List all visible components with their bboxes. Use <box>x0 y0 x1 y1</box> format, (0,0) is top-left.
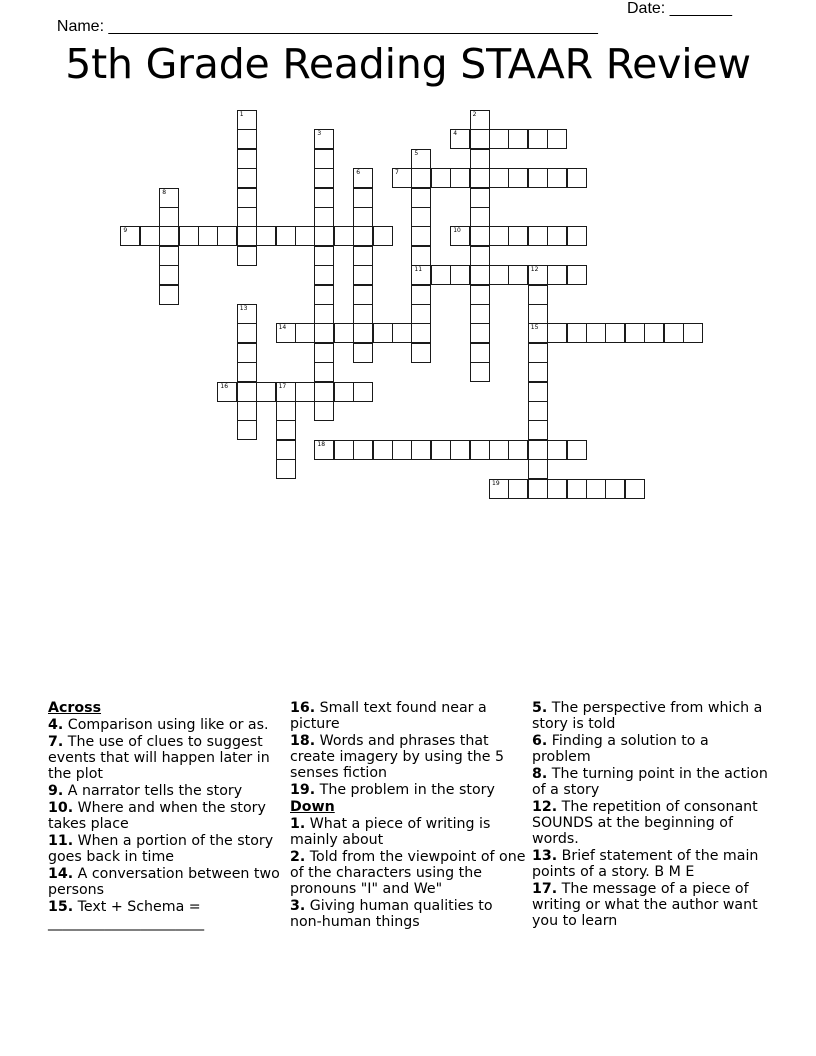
clue-number: 8 <box>162 188 167 196</box>
clue-number: 5 <box>414 149 419 157</box>
crossword-cell[interactable] <box>547 323 567 343</box>
crossword-cell[interactable] <box>353 265 373 285</box>
crossword-cell[interactable] <box>508 479 528 499</box>
crossword-cell[interactable] <box>353 304 373 324</box>
crossword-cell[interactable] <box>489 265 509 285</box>
crossword-cell[interactable] <box>198 226 218 246</box>
clue-across-7: 7. The use of clues to suggest events that will happen later in the plot <box>48 734 270 782</box>
crossword-cell[interactable] <box>683 323 703 343</box>
clue-across-9: 9. A narrator tells the story <box>48 783 243 799</box>
crossword-cell[interactable] <box>353 168 373 188</box>
crossword-cell[interactable] <box>411 440 431 460</box>
crossword-cell[interactable] <box>256 382 276 402</box>
crossword-cell[interactable] <box>237 246 257 266</box>
crossword-cell[interactable] <box>411 149 431 169</box>
crossword-cell[interactable] <box>470 343 490 363</box>
crossword-cell[interactable] <box>586 479 606 499</box>
crossword-cell[interactable] <box>237 168 257 188</box>
crossword-cell[interactable] <box>528 285 548 305</box>
crossword-cell[interactable] <box>567 440 587 460</box>
crossword-cell[interactable] <box>314 207 334 227</box>
crossword-cell[interactable] <box>353 246 373 266</box>
crossword-cell[interactable] <box>431 440 451 460</box>
clue-down-3: 3. Giving human qualities to non-human things <box>290 898 493 930</box>
crossword-cell[interactable] <box>373 323 393 343</box>
crossword-cell[interactable] <box>314 188 334 208</box>
date-field-label: Date: _______ <box>627 0 732 17</box>
crossword-cell[interactable] <box>508 168 528 188</box>
crossword-cell[interactable] <box>470 129 490 149</box>
crossword-cell[interactable] <box>625 479 645 499</box>
clue-down-13: 13. Brief statement of the main points of a story. B M E <box>532 848 759 880</box>
crossword-cell[interactable] <box>237 110 257 130</box>
crossword-cell[interactable] <box>567 323 587 343</box>
crossword-cell[interactable] <box>411 246 431 266</box>
crossword-cell[interactable] <box>373 440 393 460</box>
crossword-cell[interactable] <box>411 188 431 208</box>
crossword-cell[interactable] <box>159 207 179 227</box>
crossword-cell[interactable] <box>470 285 490 305</box>
crossword-cell[interactable] <box>237 226 257 246</box>
crossword-cell[interactable] <box>392 440 412 460</box>
crossword-cell[interactable] <box>140 226 160 246</box>
crossword-cell[interactable] <box>528 168 548 188</box>
crossword-cell[interactable] <box>353 343 373 363</box>
crossword-cell[interactable] <box>528 304 548 324</box>
crossword-cell[interactable] <box>237 149 257 169</box>
crossword-cell[interactable] <box>276 401 296 421</box>
crossword-cell[interactable] <box>431 265 451 285</box>
crossword-cell[interactable] <box>470 440 490 460</box>
crossword-cell[interactable] <box>644 323 664 343</box>
crossword-cell[interactable] <box>567 479 587 499</box>
crossword-cell[interactable] <box>159 246 179 266</box>
clue-number: 4 <box>453 130 458 138</box>
clue-across-19: 19. The problem in the story <box>290 782 495 798</box>
clue-down-8: 8. The turning point in the action of a story <box>532 766 768 798</box>
crossword-cell[interactable] <box>411 207 431 227</box>
crossword-cell[interactable] <box>276 226 296 246</box>
clue-column-3 <box>532 700 768 930</box>
crossword-cell[interactable] <box>217 382 237 402</box>
crossword-cell[interactable] <box>334 382 354 402</box>
crossword-cell[interactable] <box>489 168 509 188</box>
crossword-cell[interactable] <box>528 382 548 402</box>
crossword-cell[interactable] <box>411 304 431 324</box>
crossword-cell[interactable] <box>508 440 528 460</box>
crossword-cell[interactable] <box>159 188 179 208</box>
crossword-cell[interactable] <box>334 323 354 343</box>
crossword-cell[interactable] <box>411 265 431 285</box>
crossword-cell[interactable] <box>625 323 645 343</box>
crossword-cell[interactable] <box>528 479 548 499</box>
crossword-cell[interactable] <box>392 168 412 188</box>
crossword-cell[interactable] <box>295 323 315 343</box>
crossword-cell[interactable] <box>295 382 315 402</box>
clue-across-11: 11. When a portion of the story goes back in time <box>48 833 274 865</box>
crossword-cell[interactable] <box>508 265 528 285</box>
crossword-cell[interactable] <box>353 323 373 343</box>
clue-across-10: 10. Where and when the story takes place <box>48 800 266 832</box>
crossword-cell[interactable] <box>353 226 373 246</box>
crossword-cell[interactable] <box>256 226 276 246</box>
crossword-cell[interactable] <box>276 382 296 402</box>
crossword-cell[interactable] <box>470 246 490 266</box>
clue-number: 12 <box>530 266 539 274</box>
crossword-cell[interactable] <box>450 168 470 188</box>
crossword-cell[interactable] <box>528 420 548 440</box>
crossword-cell[interactable] <box>567 265 587 285</box>
crossword-cell[interactable] <box>470 149 490 169</box>
crossword-cell[interactable] <box>373 226 393 246</box>
clue-down-1: 1. What a piece of writing is mainly about <box>290 816 491 848</box>
crossword-cell[interactable] <box>547 265 567 285</box>
crossword-cell[interactable] <box>276 440 296 460</box>
crossword-cell[interactable] <box>314 362 334 382</box>
clue-number: 19 <box>492 479 500 487</box>
clue-number: 15 <box>530 324 539 332</box>
crossword-grid <box>0 0 816 520</box>
crossword-cell[interactable] <box>237 401 257 421</box>
crossword-cell[interactable] <box>411 323 431 343</box>
clue-down-2: 2. Told from the viewpoint of one of the characters using the pronouns "I" and We" <box>290 849 526 897</box>
clue-number: 11 <box>414 266 423 274</box>
crossword-cell[interactable] <box>314 440 334 460</box>
crossword-cell[interactable] <box>450 129 470 149</box>
crossword-cell[interactable] <box>450 265 470 285</box>
crossword-cell[interactable] <box>276 420 296 440</box>
crossword-cell[interactable] <box>489 479 509 499</box>
clue-number: 16 <box>220 382 229 390</box>
crossword-cell[interactable] <box>470 265 490 285</box>
crossword-cell[interactable] <box>528 362 548 382</box>
down-heading: Down <box>290 799 335 815</box>
crossword-cell[interactable] <box>276 459 296 479</box>
crossword-cell[interactable] <box>353 440 373 460</box>
crossword-cell[interactable] <box>547 129 567 149</box>
crossword-cell[interactable] <box>470 323 490 343</box>
crossword-cell[interactable] <box>528 129 548 149</box>
clue-down-17: 17. The message of a piece of writing or what the author want you to learn <box>532 881 758 929</box>
clue-number: 13 <box>239 305 248 312</box>
clue-number: 6 <box>356 169 361 177</box>
crossword-cell[interactable] <box>237 382 257 402</box>
crossword-cell[interactable] <box>411 285 431 305</box>
crossword-cell[interactable] <box>470 304 490 324</box>
crossword-cell[interactable] <box>159 226 179 246</box>
crossword-cell[interactable] <box>470 188 490 208</box>
crossword-cell[interactable] <box>528 401 548 421</box>
crossword-cell[interactable] <box>237 420 257 440</box>
crossword-cell[interactable] <box>179 226 199 246</box>
crossword-cell[interactable] <box>314 246 334 266</box>
crossword-cell[interactable] <box>314 304 334 324</box>
clue-column-1 <box>48 700 284 932</box>
page-title: 5th Grade Reading STAAR Review <box>65 40 751 88</box>
crossword-cell[interactable] <box>237 304 257 324</box>
crossword-cell[interactable] <box>159 285 179 305</box>
crossword-cell[interactable] <box>314 149 334 169</box>
clue-column-2 <box>290 700 526 931</box>
clue-number: 2 <box>472 111 477 118</box>
crossword-cell[interactable] <box>528 226 548 246</box>
crossword-cell[interactable] <box>547 440 567 460</box>
crossword-cell[interactable] <box>314 265 334 285</box>
crossword-cell[interactable] <box>528 440 548 460</box>
clue-down-5: 5. The perspective from which a story is told <box>532 700 763 732</box>
clue-number: 18 <box>317 440 326 448</box>
crossword-cell[interactable] <box>450 226 470 246</box>
crossword-cell[interactable] <box>547 226 567 246</box>
crossword-cell[interactable] <box>489 129 509 149</box>
crossword-cell[interactable] <box>489 440 509 460</box>
crossword-cell[interactable] <box>237 207 257 227</box>
crossword-cell[interactable] <box>547 479 567 499</box>
crossword-cell[interactable] <box>470 362 490 382</box>
crossword-cell[interactable] <box>664 323 684 343</box>
clue-number: 9 <box>123 227 128 235</box>
crossword-cell[interactable] <box>567 168 587 188</box>
crossword-cell[interactable] <box>295 226 315 246</box>
crossword-cell[interactable] <box>489 226 509 246</box>
crossword-cell[interactable] <box>528 265 548 285</box>
clue-across-4: 4. Comparison using like or as. <box>48 717 269 733</box>
clue-down-6: 6. Finding a solution to a problem <box>532 733 709 765</box>
crossword-cell[interactable] <box>353 382 373 402</box>
clue-number: 17 <box>278 382 287 390</box>
crossword-cell[interactable] <box>528 323 548 343</box>
crossword-cell[interactable] <box>237 129 257 149</box>
crossword-cell[interactable] <box>314 168 334 188</box>
crossword-cell[interactable] <box>159 265 179 285</box>
crossword-cell[interactable] <box>411 226 431 246</box>
crossword-cell[interactable] <box>470 207 490 227</box>
crossword-cell[interactable] <box>470 110 490 130</box>
crossword-cell[interactable] <box>314 343 334 363</box>
crossword-cell[interactable] <box>392 323 412 343</box>
crossword-cell[interactable] <box>237 188 257 208</box>
crossword-cell[interactable] <box>508 226 528 246</box>
crossword-cell[interactable] <box>237 323 257 343</box>
crossword-cell[interactable] <box>334 226 354 246</box>
clue-number: 14 <box>278 324 287 332</box>
across-heading: Across <box>48 700 102 716</box>
crossword-cell[interactable] <box>411 343 431 363</box>
crossword-cell[interactable] <box>470 226 490 246</box>
crossword-cell[interactable] <box>314 401 334 421</box>
crossword-cell[interactable] <box>605 479 625 499</box>
crossword-cell[interactable] <box>120 226 140 246</box>
clue-across-15: 15. Text + Schema = ______________________ <box>48 899 205 931</box>
clue-number: 7 <box>395 169 399 177</box>
clue-number: 1 <box>239 111 244 118</box>
clue-across-14: 14. A conversation between two persons <box>48 866 280 898</box>
crossword-cell[interactable] <box>508 129 528 149</box>
crossword-cell[interactable] <box>353 285 373 305</box>
name-field-label: Name: _______________________________________________________ <box>56 18 598 35</box>
crossword-cell[interactable] <box>334 440 354 460</box>
crossword-cell[interactable] <box>528 459 548 479</box>
clue-number: 3 <box>317 130 322 138</box>
clue-down-12: 12. The repetition of consonant SOUNDS at the beginning of words. <box>532 799 758 847</box>
crossword-cell[interactable] <box>237 343 257 363</box>
crossword-cell[interactable] <box>314 382 334 402</box>
crossword-cell[interactable] <box>314 285 334 305</box>
clue-across-16: 16. Small text found near a picture <box>290 700 487 732</box>
crossword-cell[interactable] <box>450 440 470 460</box>
crossword-cell[interactable] <box>314 129 334 149</box>
crossword-cell[interactable] <box>314 226 334 246</box>
clue-number: 10 <box>453 227 461 235</box>
crossword-cell[interactable] <box>586 323 606 343</box>
clue-across-18: 18. Words and phrases that create imagery by using the 5 senses fiction <box>290 733 505 781</box>
crossword-cell[interactable] <box>276 323 296 343</box>
crossword-cell[interactable] <box>547 168 567 188</box>
crossword-cell[interactable] <box>314 323 334 343</box>
crossword-cell[interactable] <box>237 362 257 382</box>
crossword-cell[interactable] <box>470 168 490 188</box>
crossword-cell[interactable] <box>567 226 587 246</box>
crossword-cell[interactable] <box>431 168 451 188</box>
crossword-cell[interactable] <box>217 226 237 246</box>
crossword-cell[interactable] <box>353 188 373 208</box>
crossword-cell[interactable] <box>411 168 431 188</box>
crossword-cell[interactable] <box>605 323 625 343</box>
crossword-cell[interactable] <box>528 343 548 363</box>
crossword-cell[interactable] <box>353 207 373 227</box>
